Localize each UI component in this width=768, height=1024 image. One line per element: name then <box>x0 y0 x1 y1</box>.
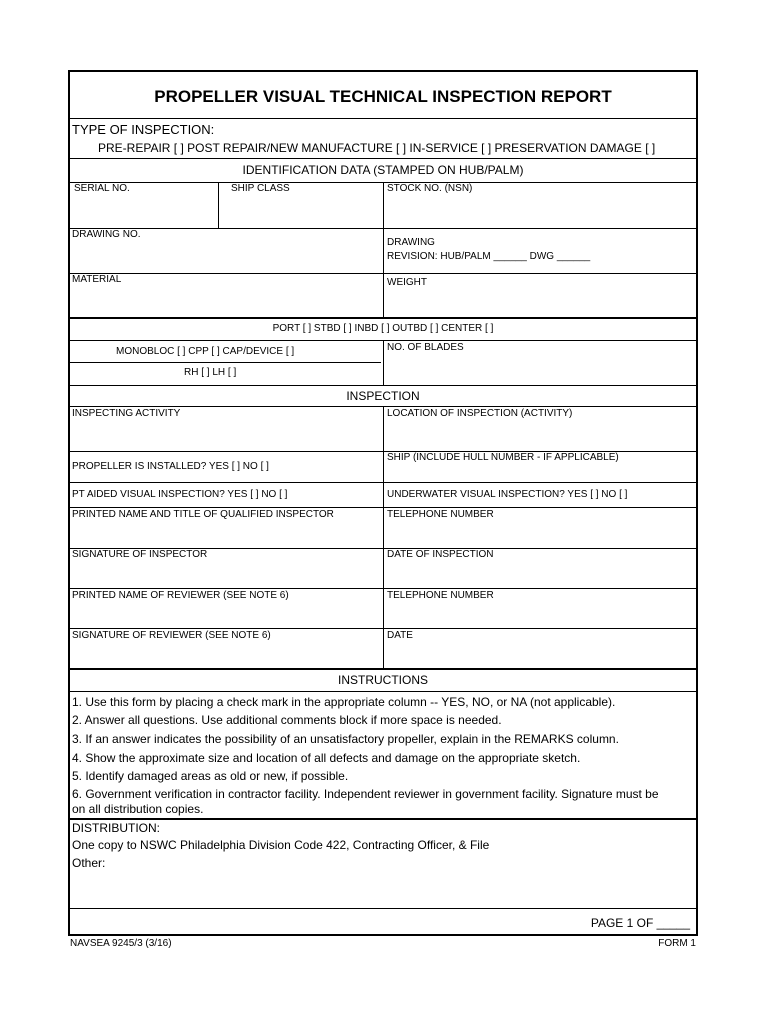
stock-no-field[interactable]: STOCK NO. (NSN) <box>387 183 473 194</box>
divider <box>70 158 696 159</box>
inspecting-activity-field[interactable]: INSPECTING ACTIVITY <box>72 408 181 419</box>
instruction-item: 1. Use this form by placing a check mark in the appropriate column -- YES, NO, or NA (not applicable). <box>72 695 616 709</box>
divider <box>70 273 696 274</box>
instruction-item: 2. Answer all questions. Use additional comments block if more space is needed. <box>72 713 502 727</box>
divider <box>70 482 696 483</box>
drawing-no-field[interactable]: DRAWING NO. <box>72 229 141 240</box>
serial-no-field[interactable]: SERIAL NO. <box>74 183 130 194</box>
divider <box>383 340 384 385</box>
divider <box>70 668 696 670</box>
date-of-inspection-field[interactable]: DATE OF INSPECTION <box>387 549 494 560</box>
instruction-item: on all distribution copies. <box>72 802 204 816</box>
inspector-signature-field[interactable]: SIGNATURE OF INSPECTOR <box>72 549 208 560</box>
position-options[interactable]: PORT [ ] STBD [ ] INBD [ ] OUTBD [ ] CENTER [ ] <box>272 323 494 334</box>
instruction-item: 6. Government verification in contractor facility. Independent reviewer in government facility. Signature must be <box>72 787 659 801</box>
pt-aided-inspection-field[interactable]: PT AIDED VISUAL INSPECTION? YES [ ] NO [ ] <box>72 489 288 500</box>
type-of-inspection-options[interactable]: PRE-REPAIR [ ] POST REPAIR/NEW MANUFACTURE [ ] IN-SERVICE [ ] PRESERVATION DAMAGE [ ] <box>98 141 656 155</box>
divider <box>70 691 696 692</box>
inspector-telephone-field[interactable]: TELEPHONE NUMBER <box>387 509 494 520</box>
identification-header: IDENTIFICATION DATA (STAMPED ON HUB/PALM) <box>242 163 524 177</box>
divider <box>70 118 696 119</box>
divider <box>70 818 696 820</box>
review-date-field[interactable]: DATE <box>387 630 413 641</box>
propeller-type-options[interactable]: MONOBLOC [ ] CPP [ ] CAP/DEVICE [ ] <box>116 346 295 357</box>
type-of-inspection-label: TYPE OF INSPECTION: <box>72 122 215 137</box>
page-number-field[interactable]: PAGE 1 OF _____ <box>590 916 690 930</box>
drawing-revision-field[interactable]: REVISION: HUB/PALM ______ DWG ______ <box>387 251 591 262</box>
divider <box>70 588 696 589</box>
divider <box>218 182 219 228</box>
instruction-item: 4. Show the approximate size and location of all defects and damage on the appropriate sketch. <box>72 751 581 765</box>
hand-options[interactable]: RH [ ] LH [ ] <box>184 367 237 378</box>
instructions-header: INSTRUCTIONS <box>338 673 428 687</box>
weight-field[interactable]: WEIGHT <box>387 277 427 288</box>
ship-hull-number-field[interactable]: SHIP (INCLUDE HULL NUMBER - IF APPLICABLE) <box>387 452 619 463</box>
distribution-other-field[interactable]: Other: <box>72 856 106 870</box>
material-field[interactable]: MATERIAL <box>72 274 122 285</box>
divider <box>70 385 696 386</box>
location-of-inspection-field[interactable]: LOCATION OF INSPECTION (ACTIVITY) <box>387 408 573 419</box>
inspection-header: INSPECTION <box>346 389 420 403</box>
divider <box>383 182 384 318</box>
divider <box>70 317 696 319</box>
form-label: FORM 1 <box>658 938 696 949</box>
divider <box>70 362 381 363</box>
distribution-label: DISTRIBUTION: <box>72 821 161 835</box>
divider <box>70 228 696 229</box>
ship-class-field[interactable]: SHIP CLASS <box>231 183 290 194</box>
inspection-report-form <box>68 70 698 936</box>
reviewer-name-field[interactable]: PRINTED NAME OF REVIEWER (SEE NOTE 6) <box>72 590 289 601</box>
reviewer-signature-field[interactable]: SIGNATURE OF REVIEWER (SEE NOTE 6) <box>72 630 271 641</box>
no-of-blades-field[interactable]: NO. OF BLADES <box>387 342 464 353</box>
divider <box>70 908 696 909</box>
form-number: NAVSEA 9245/3 (3/16) <box>70 938 172 949</box>
inspector-name-field[interactable]: PRINTED NAME AND TITLE OF QUALIFIED INSPECTOR <box>72 509 334 520</box>
propeller-installed-field[interactable]: PROPELLER IS INSTALLED? YES [ ] NO [ ] <box>72 461 269 472</box>
distribution-line: One copy to NSWC Philadelphia Division Code 422, Contracting Officer, & File <box>72 838 490 852</box>
reviewer-telephone-field[interactable]: TELEPHONE NUMBER <box>387 590 494 601</box>
instruction-item: 3. If an answer indicates the possibility of an unsatisfactory propeller, explain in the REMARKS column. <box>72 732 619 746</box>
instruction-item: 5. Identify damaged areas as old or new, if possible. <box>72 769 349 783</box>
form-title: PROPELLER VISUAL TECHNICAL INSPECTION REPORT <box>154 87 612 106</box>
divider <box>70 507 696 508</box>
underwater-inspection-field[interactable]: UNDERWATER VISUAL INSPECTION? YES [ ] NO [ ] <box>387 489 628 500</box>
divider <box>70 628 696 629</box>
drawing-revision-label: DRAWING <box>387 237 435 248</box>
